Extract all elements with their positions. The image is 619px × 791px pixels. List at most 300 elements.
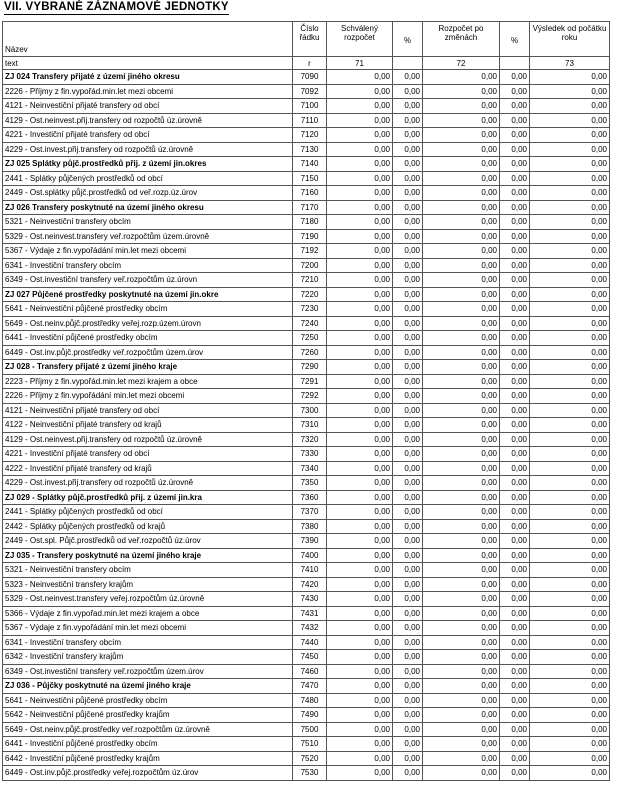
row-label: 5321 - Neinvestiční transfery obcím xyxy=(3,563,293,578)
value-pct-1: 0,00 xyxy=(393,635,423,650)
value-pct-1: 0,00 xyxy=(393,215,423,230)
row-label: 5367 - Výdaje z fin.vypořádání min.let mezi obcemi xyxy=(3,621,293,636)
row-label: 4229 - Ost.invest.přij.transfery od rozpočtů úz.úrovně xyxy=(3,476,293,491)
value-pct-1: 0,00 xyxy=(393,679,423,694)
value-vysledek: 0,00 xyxy=(530,708,610,723)
value-pct-2: 0,00 xyxy=(500,403,530,418)
row-label: 6341 - Investiční transfery obcím xyxy=(3,258,293,273)
value-schvaleny: 0,00 xyxy=(327,302,393,317)
value-pct-1: 0,00 xyxy=(393,650,423,665)
value-pct-1: 0,00 xyxy=(393,389,423,404)
value-schvaleny: 0,00 xyxy=(327,287,393,302)
value-vysledek: 0,00 xyxy=(530,113,610,128)
row-label: 2226 - Příjmy z fin.vypořád.min.let mezi obcemi xyxy=(3,84,293,99)
row-label: 2226 - Příjmy z fin.vypořádání min.let mezi obcemi xyxy=(3,389,293,404)
table-row xyxy=(3,476,610,491)
table-row xyxy=(3,171,610,186)
row-label: ZJ 029 - Splátky půjč.prostředků přij. z území jin.kra xyxy=(3,490,293,505)
value-po-zmenach: 0,00 xyxy=(423,200,500,215)
value-vysledek: 0,00 xyxy=(530,432,610,447)
value-pct-1: 0,00 xyxy=(393,548,423,563)
row-number: 7190 xyxy=(293,229,327,244)
value-pct-2: 0,00 xyxy=(500,331,530,346)
value-po-zmenach: 0,00 xyxy=(423,751,500,766)
row-label: 6449 - Ost.inv.půjč.prostředky veřej.rozpočtům úz.úrov xyxy=(3,766,293,781)
value-vysledek: 0,00 xyxy=(530,447,610,462)
value-pct-1: 0,00 xyxy=(393,84,423,99)
row-number: 7420 xyxy=(293,577,327,592)
value-pct-2: 0,00 xyxy=(500,389,530,404)
row-number: 7130 xyxy=(293,142,327,157)
value-vysledek: 0,00 xyxy=(530,548,610,563)
value-pct-1: 0,00 xyxy=(393,621,423,636)
header-pct-2: % xyxy=(500,22,530,57)
value-schvaleny: 0,00 xyxy=(327,519,393,534)
value-vysledek: 0,00 xyxy=(530,287,610,302)
table-row xyxy=(3,345,610,360)
table-row xyxy=(3,287,610,302)
table-row xyxy=(3,374,610,389)
row-label: 5323 - Neinvestiční transfery krajům xyxy=(3,577,293,592)
value-vysledek: 0,00 xyxy=(530,374,610,389)
row-label: 6441 - Investiční půjčené prostředky obcím xyxy=(3,331,293,346)
value-pct-1: 0,00 xyxy=(393,432,423,447)
value-schvaleny: 0,00 xyxy=(327,577,393,592)
table-row xyxy=(3,84,610,99)
value-pct-2: 0,00 xyxy=(500,229,530,244)
value-vysledek: 0,00 xyxy=(530,84,610,99)
row-label: ZJ 026 Transfery poskytnuté na území jiného okresu xyxy=(3,200,293,215)
value-pct-2: 0,00 xyxy=(500,215,530,230)
value-schvaleny: 0,00 xyxy=(327,142,393,157)
value-po-zmenach: 0,00 xyxy=(423,360,500,375)
row-number: 7290 xyxy=(293,360,327,375)
row-number: 7440 xyxy=(293,635,327,650)
value-schvaleny: 0,00 xyxy=(327,70,393,85)
value-pct-1: 0,00 xyxy=(393,157,423,172)
value-po-zmenach: 0,00 xyxy=(423,766,500,781)
value-pct-2: 0,00 xyxy=(500,302,530,317)
row-number: 7300 xyxy=(293,403,327,418)
row-number: 7210 xyxy=(293,273,327,288)
value-pct-2: 0,00 xyxy=(500,650,530,665)
value-po-zmenach: 0,00 xyxy=(423,84,500,99)
value-po-zmenach: 0,00 xyxy=(423,316,500,331)
value-pct-2: 0,00 xyxy=(500,577,530,592)
value-schvaleny: 0,00 xyxy=(327,766,393,781)
row-number: 7100 xyxy=(293,99,327,114)
table-row xyxy=(3,157,610,172)
value-po-zmenach: 0,00 xyxy=(423,171,500,186)
value-pct-2: 0,00 xyxy=(500,186,530,201)
value-pct-2: 0,00 xyxy=(500,447,530,462)
row-label: 4221 - Investiční přijaté transfery od obcí xyxy=(3,128,293,143)
value-pct-2: 0,00 xyxy=(500,287,530,302)
subheader-71: 71 xyxy=(327,57,393,70)
row-number: 7291 xyxy=(293,374,327,389)
value-vysledek: 0,00 xyxy=(530,490,610,505)
value-pct-2: 0,00 xyxy=(500,360,530,375)
value-vysledek: 0,00 xyxy=(530,476,610,491)
row-number: 7120 xyxy=(293,128,327,143)
header-row xyxy=(3,22,610,57)
value-pct-1: 0,00 xyxy=(393,258,423,273)
value-po-zmenach: 0,00 xyxy=(423,229,500,244)
value-schvaleny: 0,00 xyxy=(327,244,393,259)
value-pct-1: 0,00 xyxy=(393,128,423,143)
value-pct-2: 0,00 xyxy=(500,592,530,607)
value-schvaleny: 0,00 xyxy=(327,534,393,549)
table-row xyxy=(3,548,610,563)
value-pct-1: 0,00 xyxy=(393,273,423,288)
value-schvaleny: 0,00 xyxy=(327,737,393,752)
value-schvaleny: 0,00 xyxy=(327,650,393,665)
subheader-empty-1 xyxy=(393,57,423,70)
value-pct-1: 0,00 xyxy=(393,345,423,360)
value-pct-1: 0,00 xyxy=(393,534,423,549)
value-pct-1: 0,00 xyxy=(393,577,423,592)
table-row xyxy=(3,186,610,201)
row-label: 6341 - Investiční transfery obcím xyxy=(3,635,293,650)
value-schvaleny: 0,00 xyxy=(327,128,393,143)
row-number: 7520 xyxy=(293,751,327,766)
value-pct-1: 0,00 xyxy=(393,302,423,317)
value-pct-2: 0,00 xyxy=(500,737,530,752)
value-schvaleny: 0,00 xyxy=(327,360,393,375)
table-body xyxy=(3,70,610,781)
value-po-zmenach: 0,00 xyxy=(423,258,500,273)
table-row xyxy=(3,316,610,331)
value-schvaleny: 0,00 xyxy=(327,548,393,563)
value-vysledek: 0,00 xyxy=(530,215,610,230)
value-pct-1: 0,00 xyxy=(393,229,423,244)
value-pct-1: 0,00 xyxy=(393,171,423,186)
value-schvaleny: 0,00 xyxy=(327,563,393,578)
table-row xyxy=(3,302,610,317)
value-pct-1: 0,00 xyxy=(393,461,423,476)
value-pct-1: 0,00 xyxy=(393,200,423,215)
value-vysledek: 0,00 xyxy=(530,331,610,346)
value-pct-2: 0,00 xyxy=(500,432,530,447)
table-row xyxy=(3,606,610,621)
row-number: 7180 xyxy=(293,215,327,230)
value-vysledek: 0,00 xyxy=(530,302,610,317)
value-pct-1: 0,00 xyxy=(393,708,423,723)
header-pct-1: % xyxy=(393,22,423,57)
value-po-zmenach: 0,00 xyxy=(423,389,500,404)
value-vysledek: 0,00 xyxy=(530,606,610,621)
table-row xyxy=(3,722,610,737)
table-row xyxy=(3,99,610,114)
row-label: ZJ 036 - Půjčky poskytnuté na území jiného kraje xyxy=(3,679,293,694)
row-number: 7230 xyxy=(293,302,327,317)
row-label: 2441 - Splátky půjčených prostředků od obcí xyxy=(3,505,293,520)
row-number: 7240 xyxy=(293,316,327,331)
value-schvaleny: 0,00 xyxy=(327,389,393,404)
table-row xyxy=(3,70,610,85)
row-number: 7432 xyxy=(293,621,327,636)
table-row xyxy=(3,737,610,752)
row-label: 4129 - Ost.neinvest.přij.transfery od rozpočtů úz.úrovně xyxy=(3,432,293,447)
value-pct-2: 0,00 xyxy=(500,751,530,766)
value-pct-2: 0,00 xyxy=(500,128,530,143)
table-row xyxy=(3,679,610,694)
value-schvaleny: 0,00 xyxy=(327,461,393,476)
value-schvaleny: 0,00 xyxy=(327,229,393,244)
row-number: 7192 xyxy=(293,244,327,259)
value-vysledek: 0,00 xyxy=(530,534,610,549)
table-row xyxy=(3,432,610,447)
table-row xyxy=(3,592,610,607)
row-number: 7390 xyxy=(293,534,327,549)
value-pct-1: 0,00 xyxy=(393,403,423,418)
row-label: 6349 - Ost.investiční transfery veř.rozpočtům územ.úrov xyxy=(3,664,293,679)
value-po-zmenach: 0,00 xyxy=(423,708,500,723)
value-vysledek: 0,00 xyxy=(530,766,610,781)
value-vysledek: 0,00 xyxy=(530,273,610,288)
row-number: 7150 xyxy=(293,171,327,186)
value-po-zmenach: 0,00 xyxy=(423,273,500,288)
row-number: 7480 xyxy=(293,693,327,708)
row-label: 5321 - Neinvestiční transfery obcím xyxy=(3,215,293,230)
row-number: 7450 xyxy=(293,650,327,665)
value-pct-1: 0,00 xyxy=(393,360,423,375)
value-pct-1: 0,00 xyxy=(393,751,423,766)
value-vysledek: 0,00 xyxy=(530,316,610,331)
value-po-zmenach: 0,00 xyxy=(423,577,500,592)
value-pct-2: 0,00 xyxy=(500,621,530,636)
value-po-zmenach: 0,00 xyxy=(423,563,500,578)
value-pct-1: 0,00 xyxy=(393,447,423,462)
header-schvaleny: Schválený rozpočet xyxy=(327,22,393,57)
value-po-zmenach: 0,00 xyxy=(423,737,500,752)
table-row xyxy=(3,751,610,766)
row-number: 7410 xyxy=(293,563,327,578)
value-pct-1: 0,00 xyxy=(393,606,423,621)
value-pct-2: 0,00 xyxy=(500,345,530,360)
row-number: 7200 xyxy=(293,258,327,273)
table-row xyxy=(3,447,610,462)
table-row xyxy=(3,519,610,534)
row-label: 4121 - Neinvestiční přijaté transfery od obcí xyxy=(3,99,293,114)
row-number: 7140 xyxy=(293,157,327,172)
value-schvaleny: 0,00 xyxy=(327,606,393,621)
value-schvaleny: 0,00 xyxy=(327,693,393,708)
value-pct-1: 0,00 xyxy=(393,244,423,259)
row-label: 2449 - Ost.spl. Půjč.prostředků od veř.rozpočtů úz.úrov xyxy=(3,534,293,549)
row-label: 4229 - Ost.invest.přij.transfery od rozpočtů úz.úrovně xyxy=(3,142,293,157)
value-pct-2: 0,00 xyxy=(500,708,530,723)
value-po-zmenach: 0,00 xyxy=(423,403,500,418)
value-vysledek: 0,00 xyxy=(530,200,610,215)
row-number: 7310 xyxy=(293,418,327,433)
value-pct-2: 0,00 xyxy=(500,664,530,679)
value-schvaleny: 0,00 xyxy=(327,722,393,737)
value-pct-1: 0,00 xyxy=(393,331,423,346)
subheader-text: text xyxy=(3,57,293,70)
table-row xyxy=(3,200,610,215)
row-label: 6441 - Investiční půjčené prostředky obcím xyxy=(3,737,293,752)
value-schvaleny: 0,00 xyxy=(327,157,393,172)
row-number: 7350 xyxy=(293,476,327,491)
row-label: ZJ 028 - Transfery přijaté z území jiného kraje xyxy=(3,360,293,375)
value-po-zmenach: 0,00 xyxy=(423,447,500,462)
subheader-row xyxy=(3,57,610,70)
value-pct-2: 0,00 xyxy=(500,476,530,491)
value-vysledek: 0,00 xyxy=(530,563,610,578)
row-label: ZJ 035 - Transfery poskytnuté na území jiného kraje xyxy=(3,548,293,563)
table-row xyxy=(3,215,610,230)
value-vysledek: 0,00 xyxy=(530,229,610,244)
value-po-zmenach: 0,00 xyxy=(423,345,500,360)
value-po-zmenach: 0,00 xyxy=(423,99,500,114)
value-po-zmenach: 0,00 xyxy=(423,534,500,549)
value-po-zmenach: 0,00 xyxy=(423,331,500,346)
value-vysledek: 0,00 xyxy=(530,389,610,404)
value-schvaleny: 0,00 xyxy=(327,751,393,766)
value-vysledek: 0,00 xyxy=(530,693,610,708)
value-schvaleny: 0,00 xyxy=(327,171,393,186)
value-pct-1: 0,00 xyxy=(393,664,423,679)
row-number: 7330 xyxy=(293,447,327,462)
row-number: 7090 xyxy=(293,70,327,85)
value-schvaleny: 0,00 xyxy=(327,403,393,418)
value-pct-1: 0,00 xyxy=(393,737,423,752)
value-schvaleny: 0,00 xyxy=(327,345,393,360)
row-label: 5649 - Ost.neinv.půjč.prostředky veřej.rozp.územ.úrovn xyxy=(3,316,293,331)
value-po-zmenach: 0,00 xyxy=(423,505,500,520)
value-po-zmenach: 0,00 xyxy=(423,693,500,708)
value-pct-1: 0,00 xyxy=(393,476,423,491)
row-number: 7170 xyxy=(293,200,327,215)
value-po-zmenach: 0,00 xyxy=(423,606,500,621)
value-vysledek: 0,00 xyxy=(530,345,610,360)
row-number: 7260 xyxy=(293,345,327,360)
row-label: ZJ 025 Splátky půjč.prostředků přij. z území jin.okres xyxy=(3,157,293,172)
value-po-zmenach: 0,00 xyxy=(423,664,500,679)
row-number: 7320 xyxy=(293,432,327,447)
value-schvaleny: 0,00 xyxy=(327,186,393,201)
row-number: 7110 xyxy=(293,113,327,128)
value-schvaleny: 0,00 xyxy=(327,679,393,694)
value-vysledek: 0,00 xyxy=(530,635,610,650)
value-pct-2: 0,00 xyxy=(500,316,530,331)
value-pct-2: 0,00 xyxy=(500,490,530,505)
subheader-empty-2 xyxy=(500,57,530,70)
value-po-zmenach: 0,00 xyxy=(423,621,500,636)
subheader-72: 72 xyxy=(423,57,500,70)
table-row xyxy=(3,113,610,128)
value-pct-1: 0,00 xyxy=(393,592,423,607)
row-label: 2223 - Příjmy z fin.vypořád.min.let mezi krajem a obce xyxy=(3,374,293,389)
value-po-zmenach: 0,00 xyxy=(423,519,500,534)
value-schvaleny: 0,00 xyxy=(327,418,393,433)
value-schvaleny: 0,00 xyxy=(327,316,393,331)
value-vysledek: 0,00 xyxy=(530,258,610,273)
table-row xyxy=(3,563,610,578)
row-number: 7160 xyxy=(293,186,327,201)
value-pct-2: 0,00 xyxy=(500,534,530,549)
value-po-zmenach: 0,00 xyxy=(423,432,500,447)
value-pct-2: 0,00 xyxy=(500,142,530,157)
value-pct-1: 0,00 xyxy=(393,519,423,534)
value-schvaleny: 0,00 xyxy=(327,505,393,520)
table-row xyxy=(3,403,610,418)
table-row xyxy=(3,128,610,143)
value-pct-2: 0,00 xyxy=(500,157,530,172)
value-pct-2: 0,00 xyxy=(500,461,530,476)
value-pct-2: 0,00 xyxy=(500,563,530,578)
value-pct-2: 0,00 xyxy=(500,766,530,781)
value-schvaleny: 0,00 xyxy=(327,374,393,389)
value-po-zmenach: 0,00 xyxy=(423,70,500,85)
section-title: VII. VYBRANÉ ZÁZNAMOVÉ JEDNOTKY xyxy=(4,1,229,13)
value-schvaleny: 0,00 xyxy=(327,664,393,679)
row-label: 2442 - Splátky půjčených prostředků od krajů xyxy=(3,519,293,534)
value-pct-1: 0,00 xyxy=(393,287,423,302)
table-row xyxy=(3,534,610,549)
value-po-zmenach: 0,00 xyxy=(423,142,500,157)
row-label: ZJ 024 Transfery přijaté z území jiného okresu xyxy=(3,70,293,85)
table-row xyxy=(3,229,610,244)
value-pct-1: 0,00 xyxy=(393,186,423,201)
value-pct-2: 0,00 xyxy=(500,70,530,85)
table-row xyxy=(3,708,610,723)
value-pct-1: 0,00 xyxy=(393,693,423,708)
value-vysledek: 0,00 xyxy=(530,577,610,592)
value-schvaleny: 0,00 xyxy=(327,84,393,99)
row-label: 5367 - Výdaje z fin.vypořádání min.let mezi obcemi xyxy=(3,244,293,259)
value-vysledek: 0,00 xyxy=(530,751,610,766)
value-schvaleny: 0,00 xyxy=(327,490,393,505)
table-row xyxy=(3,635,610,650)
row-label: 4122 - Neinvestiční přijaté transfery od krajů xyxy=(3,418,293,433)
table-row xyxy=(3,461,610,476)
value-po-zmenach: 0,00 xyxy=(423,215,500,230)
table-row xyxy=(3,766,610,781)
table-row xyxy=(3,577,610,592)
value-pct-2: 0,00 xyxy=(500,418,530,433)
header-po-zmenach: Rozpočet po změnách xyxy=(423,22,500,57)
value-po-zmenach: 0,00 xyxy=(423,476,500,491)
value-schvaleny: 0,00 xyxy=(327,331,393,346)
value-schvaleny: 0,00 xyxy=(327,113,393,128)
value-pct-1: 0,00 xyxy=(393,766,423,781)
table-row xyxy=(3,693,610,708)
row-label: 6342 - Investiční transfery krajům xyxy=(3,650,293,665)
value-po-zmenach: 0,00 xyxy=(423,113,500,128)
value-pct-1: 0,00 xyxy=(393,113,423,128)
value-schvaleny: 0,00 xyxy=(327,99,393,114)
row-number: 7500 xyxy=(293,722,327,737)
row-number: 7530 xyxy=(293,766,327,781)
value-pct-1: 0,00 xyxy=(393,142,423,157)
row-number: 7092 xyxy=(293,84,327,99)
value-vysledek: 0,00 xyxy=(530,461,610,476)
value-po-zmenach: 0,00 xyxy=(423,244,500,259)
value-schvaleny: 0,00 xyxy=(327,708,393,723)
value-po-zmenach: 0,00 xyxy=(423,650,500,665)
value-po-zmenach: 0,00 xyxy=(423,287,500,302)
table-row xyxy=(3,490,610,505)
row-label: 5641 - Neinvestiční půjčené prostředky obcím xyxy=(3,302,293,317)
table-row xyxy=(3,389,610,404)
value-pct-2: 0,00 xyxy=(500,722,530,737)
table-row xyxy=(3,505,610,520)
value-po-zmenach: 0,00 xyxy=(423,418,500,433)
value-po-zmenach: 0,00 xyxy=(423,461,500,476)
value-pct-2: 0,00 xyxy=(500,200,530,215)
